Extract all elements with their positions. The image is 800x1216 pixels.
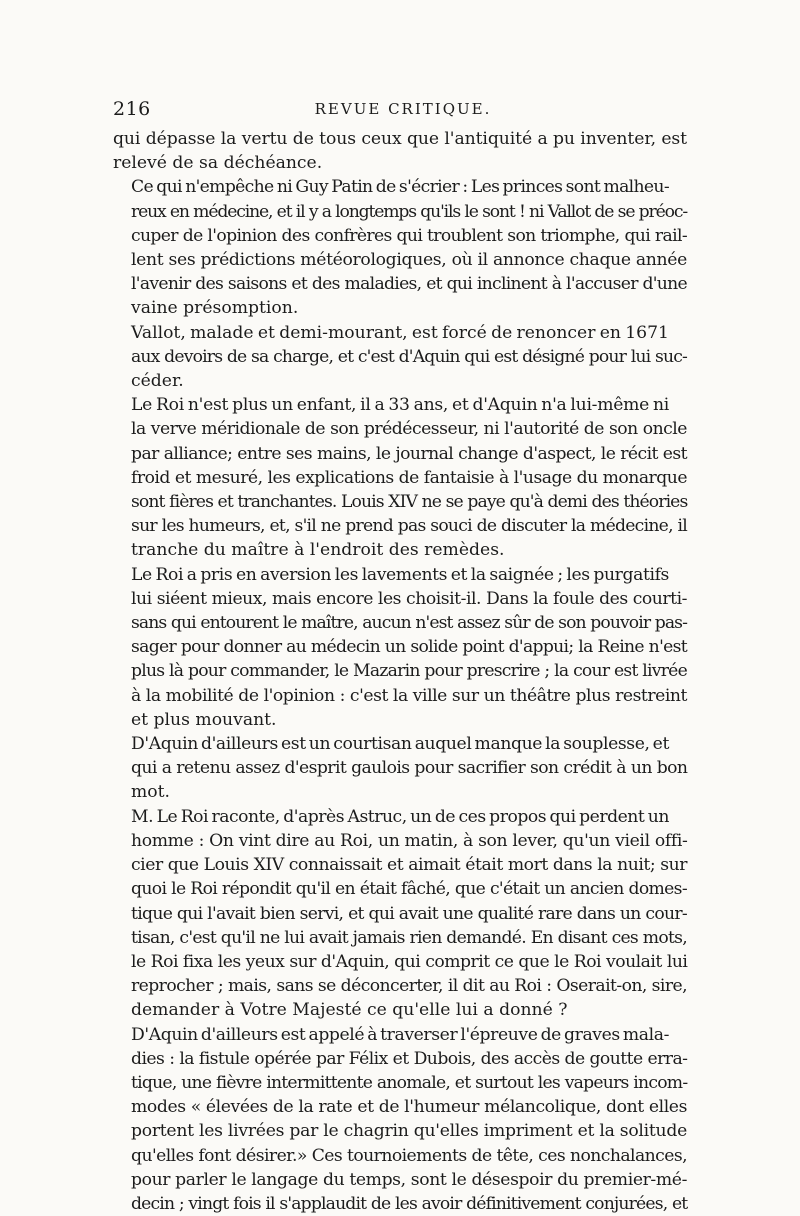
text-line: sont fières et tranchantes. Louis XIV ne se paye qu'à demi des théories <box>131 492 688 513</box>
text-line: Vallot, malade et demi-mourant, est forcé de renoncer en 1671 <box>131 322 669 343</box>
text-line: Le Roi a pris en aversion les lavements et la saignée ; les purgatifs <box>131 564 669 585</box>
text-line: quoi le Roi répondit qu'il en était fâché, que c'était un ancien domes- <box>131 879 687 900</box>
paragraph <box>113 805 687 1023</box>
paragraph <box>113 393 687 562</box>
text-line: sager pour donner au médecin un solide point d'appui; la Reine n'est <box>131 637 687 658</box>
text-line: tranche du maître à l'endroit des remèdes. <box>131 540 505 561</box>
text-line: cuper de l'opinion des confrères qui troublent son triomphe, qui rail- <box>131 225 687 246</box>
text-line: froid et mesuré, les explications de fantaisie à l'usage du monarque <box>131 467 687 488</box>
text-line: qui a retenu assez d'esprit gaulois pour sacrifier son crédit à un bon <box>131 758 688 779</box>
text-line: decin ; vingt fois il s'applaudit de les avoir définitivement conjurées, et <box>131 1193 688 1214</box>
text-line: reux en médecine, et il y a longtemps qu'ils le sont ! ni Vallot de se préoc- <box>131 201 687 222</box>
text-line: sur les humeurs, et, s'il ne prend pas souci de discuter la médecine, il <box>131 516 688 537</box>
text-line: le Roi fixa les yeux sur d'Aquin, qui comprit ce que le Roi voulait lui <box>131 951 688 972</box>
text-line: pour parler le langage du temps, sont le désespoir du premier-mé- <box>131 1169 687 1190</box>
text-line: Ce qui n'empêche ni Guy Patin de s'écrier : Les princes sont malheu- <box>131 177 669 198</box>
page-number: 216 <box>113 98 151 120</box>
text-line: et plus mouvant. <box>131 709 277 730</box>
body-text <box>113 127 687 1216</box>
text-line: tisan, c'est qu'il ne lui avait jamais rien demandé. En disant ces mots, <box>131 927 687 948</box>
page-header <box>113 98 687 122</box>
paragraph <box>113 175 687 320</box>
text-line: qu'elles font désirer.» Ces tournoiements de tête, ces nonchalances, <box>131 1145 687 1166</box>
text-line: M. Le Roi raconte, d'après Astruc, un de ces propos qui perdent un <box>131 806 669 827</box>
text-line: la verve méridionale de son prédécesseur, ni l'autorité de son oncle <box>131 419 687 440</box>
text-line: D'Aquin d'ailleurs est appelé à traverser l'épreuve de graves mala- <box>131 1024 669 1045</box>
text-line: par alliance; entre ses mains, le journal change d'aspect, le récit est <box>131 443 687 464</box>
text-line: homme : On vint dire au Roi, un matin, à son lever, qu'un vieil offi- <box>131 830 688 851</box>
paragraph <box>113 127 687 175</box>
text-line: D'Aquin d'ailleurs est un courtisan auquel manque la souplesse, et <box>131 734 669 755</box>
paragraph <box>113 563 687 732</box>
text-line: mot. <box>131 782 171 803</box>
text-line: céder. <box>131 371 184 392</box>
text-line: lui siéent mieux, mais encore les choisit-il. Dans la foule des courti- <box>131 588 687 609</box>
text-line: vaine présomption. <box>131 298 299 319</box>
text-line: qui dépasse la vertu de tous ceux que l'antiquité a pu inventer, est <box>113 129 687 149</box>
paragraph <box>113 1023 687 1216</box>
text-line: plus là pour commander, le Mazarin pour prescrire ; la cour est livrée <box>131 661 687 682</box>
text-line: l'avenir des saisons et des maladies, et qui inclinent à l'accuser d'une <box>131 274 687 295</box>
running-head: REVUE CRITIQUE. <box>314 100 492 118</box>
text-line: reprocher ; mais, sans se déconcerter, il dit au Roi : Oserait-on, sire, <box>131 976 687 997</box>
text-line: tique, une fièvre intermittente anomale, et surtout les vapeurs incom- <box>131 1072 688 1093</box>
text-line: Le Roi n'est plus un enfant, il a 33 ans, et d'Aquin n'a lui-même ni <box>131 395 669 416</box>
text-line: sans qui entourent le maître, aucun n'est assez sûr de son pouvoir pas- <box>131 613 687 634</box>
text-line: portent les livrées par le chagrin qu'elles impriment et la solitude <box>131 1121 687 1142</box>
text-line: demander à Votre Majesté ce qu'elle lui a donné ? <box>131 1000 568 1021</box>
text-line: à la mobilité de l'opinion : c'est la ville sur un théâtre plus restreint <box>131 685 687 706</box>
text-line: lent ses prédictions météorologiques, où il annonce chaque année <box>131 250 687 271</box>
text-line: cier que Louis XIV connaissait et aimait était mort dans la nuit; sur <box>131 855 687 876</box>
text-line: aux devoirs de sa charge, et c'est d'Aquin qui est désigné pour lui suc- <box>131 346 687 367</box>
paragraph <box>113 321 687 394</box>
text-line: relevé de sa déchéance. <box>113 153 323 174</box>
text-line: tique qui l'avait bien servi, et qui avait une qualité rare dans un cour- <box>131 903 687 924</box>
text-line: dies : la fistule opérée par Félix et Dubois, des accès de goutte erra- <box>131 1048 688 1069</box>
paragraph <box>113 732 687 805</box>
text-line: modes « élevées de la rate et de l'humeur mélancolique, dont elles <box>131 1097 687 1118</box>
